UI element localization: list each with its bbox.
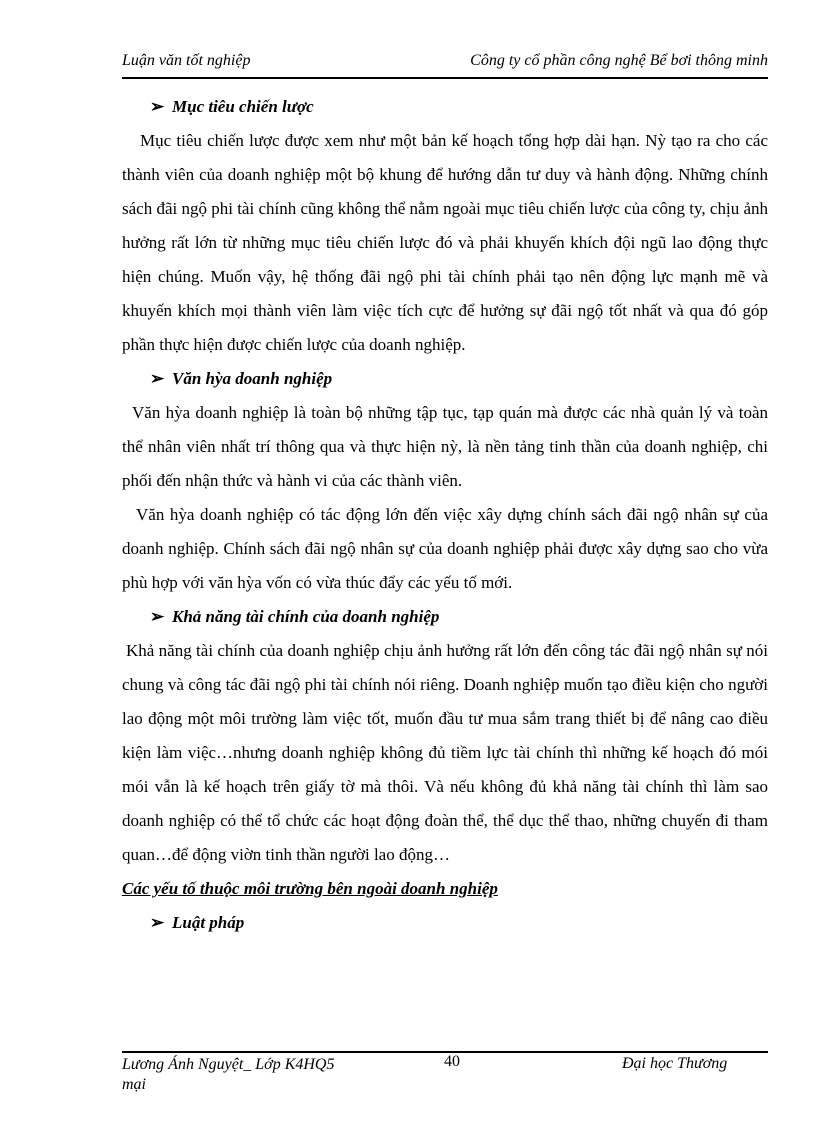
section-title-moi-truong-ben-ngoai: Các yếu tố thuộc môi trường bên ngoài doanh nghiệp	[122, 879, 498, 898]
header-left-text: Luận văn tốt nghiệp	[122, 52, 251, 69]
page-number: 40	[444, 1053, 460, 1070]
paragraph-van-hoa-1: Văn hỳa doanh nghiệp là toàn bộ những tập tục, tạp quán mà được các nhà quản lý và toàn thể nhân viên nhất trí thông qua và thực hiện nỳ, là nền tảng tinh thần của doanh nghiệp, chi phối đến nhận thức và hành vi của các thành viên.	[122, 403, 768, 490]
header-rule	[122, 77, 768, 79]
paragraph-van-hoa-2: Văn hỳa doanh nghiệp có tác động lớn đến việc xây dựng chính sách đãi ngộ nhân sự của doanh nghiệp. Chính sách đãi ngộ nhân sự của doanh nghiệp phải được xây dựng sao cho vừa phù hợp với văn hỳa vốn có vừa thúc đẩy các yếu tố mới.	[122, 505, 768, 592]
heading-text: Văn hỳa doanh nghiệp	[172, 369, 333, 388]
bullet-arrow-icon: ➢	[150, 369, 165, 388]
bullet-arrow-icon: ➢	[150, 97, 165, 116]
heading-text: Luật pháp	[172, 913, 245, 932]
paragraph-muc-tieu: Mục tiêu chiến lược được xem như một bản kế hoạch tổng hợp dài hạn. Nỳ tạo ra cho các thành viên của doanh nghiệp một bộ khung để hướng dẫn tư duy và hành động. Những chính sách đãi ngộ phi tài chính cũng không thể nằm ngoài mục tiêu chiến lược của công ty, chịu ảnh hưởng rất lớn từ những mục tiêu chiến lược đó và phải khuyến khích đội ngũ lao động thực hiện chúng. Muốn vậy, hệ thống đãi ngộ phi tài chính phải tạo nên động lực mạnh mẽ và khuyến khích mọi thành viên làm việc tích cực để hưởng sự đãi ngộ tốt nhất và qua đó góp phần thực hiện được chiến lược của doanh nghiệp.	[122, 131, 768, 354]
document-body	[122, 90, 768, 940]
heading-kha-nang-tai-chinh	[122, 600, 768, 634]
page-header	[122, 50, 768, 76]
heading-luat-phap	[122, 906, 768, 940]
page-footer	[122, 1055, 768, 1105]
heading-text: Mục tiêu chiến lược	[172, 97, 314, 116]
heading-text: Khả năng tài chính của doanh nghiệp	[172, 607, 440, 626]
paragraph-tai-chinh: Khả năng tài chính của doanh nghiệp chịu ảnh hưởng rất lớn đến công tác đãi ngộ nhân sự nói chung và công tác đãi ngộ phi tài chính nói riêng. Doanh nghiệp muốn tạo điều kiện cho người lao động một môi trường làm việc tốt, muốn đầu tư mua sắm trang thiết bị để nâng cao điều kiện làm việc…nhưng doanh nghiệp không đủ tiềm lực tài chính thì những kế hoạch đó mói mói vẫn là kế hoạch trên giấy tờ mà thôi. Và nếu không đủ khả năng tài chính thì làm sao doanh nghiệp có thể tổ chức các hoạt động đoàn thể, thể dục thể thao, những chuyến đi tham quan…để động viờn tinh thần người lao động…	[122, 641, 768, 864]
bullet-arrow-icon: ➢	[150, 607, 165, 626]
heading-van-hoa-doanh-nghiep	[122, 362, 768, 396]
heading-muc-tieu-chien-luoc	[122, 90, 768, 124]
bullet-arrow-icon: ➢	[150, 913, 165, 932]
header-right-text: Công ty cổ phần công nghệ Bể bơi thông minh	[470, 52, 768, 69]
footer-author: Lương Ánh Nguyệt_ Lớp K4HQ5 mại	[122, 1056, 335, 1093]
footer-school: Đại học Thương	[622, 1055, 728, 1072]
